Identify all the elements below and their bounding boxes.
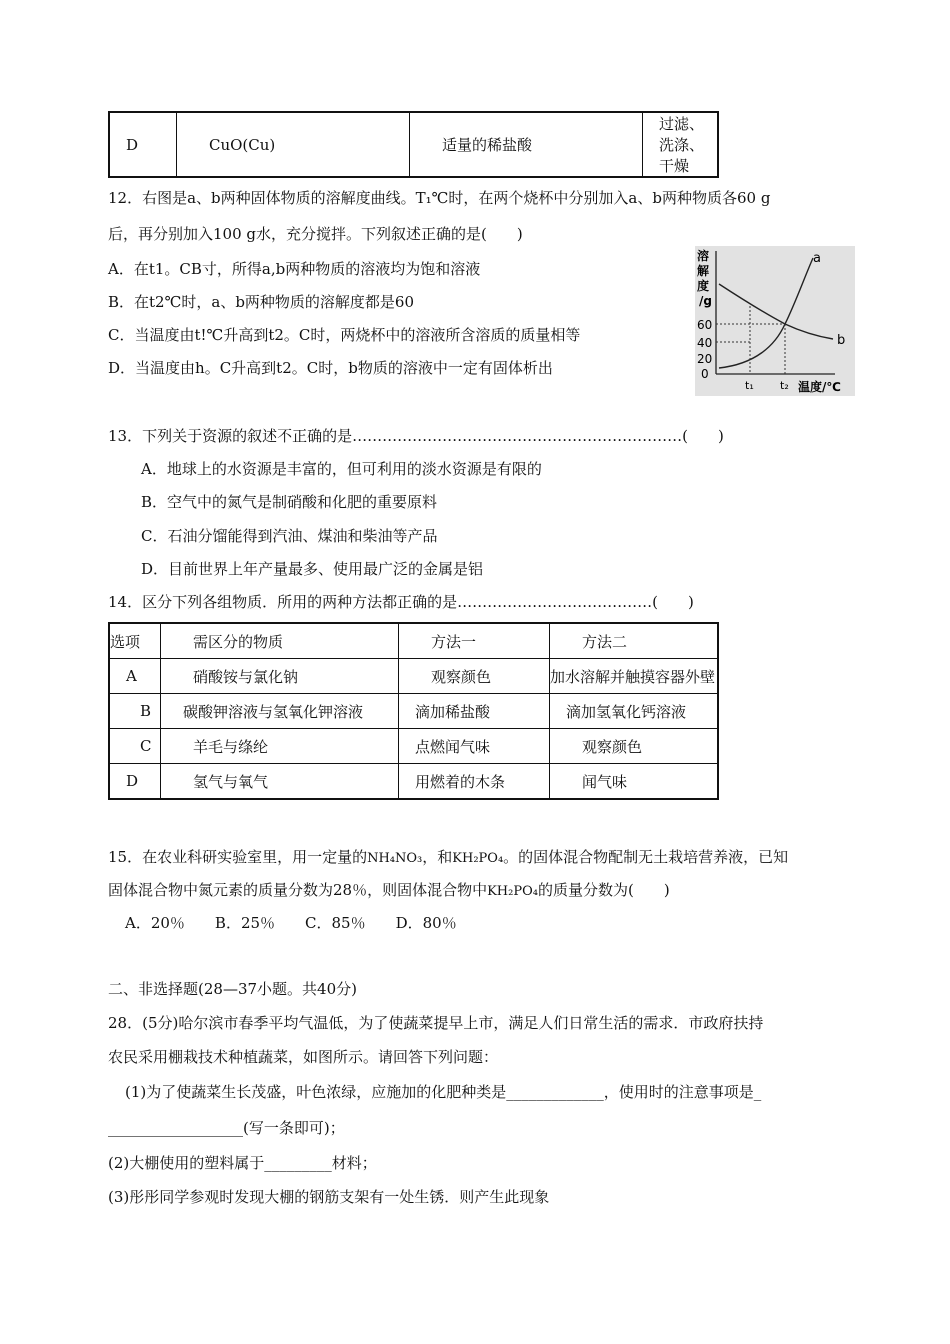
q12-line2: 后，再分别加入100 g水，充分搅拌。下列叙述正确的是( ) [108, 225, 523, 243]
q28-line2: 农民采用棚栽技术种植蔬菜，如图所示。请回答下列问题： [108, 1048, 499, 1066]
q28-sub2: (2)大棚使用的塑料属于_________材料； [108, 1154, 377, 1172]
formula-kh2po4: KH₂PO₄ [452, 851, 504, 866]
q12-option-d: D．当温度由h。C升高到t2。C时，b物质的溶液中一定有固体析出 [108, 359, 553, 377]
table-cell: D [109, 764, 161, 800]
q14-table [108, 622, 719, 800]
table-header-cell: 选项 [109, 623, 161, 659]
graph-ylabel-4: /g [699, 294, 712, 308]
graph-ylabel-2: 解 [697, 264, 710, 278]
curve-a-label: a [813, 251, 821, 266]
q28-sub1-line1: (1)为了使蔬菜生长茂盛，叶色浓绿，应施加的化肥种类是_____________，使用时的注意事项是_ [125, 1083, 762, 1101]
table-cell: CuO(Cu) [177, 112, 410, 177]
q15-text: 的质量分数为( ) [537, 881, 670, 899]
table-row [109, 764, 718, 800]
q12-line1: 12．右图是a、b两种固体物质的溶解度曲线。T₁℃时，在两个烧杯中分别加入a、b两种物质各60 g [108, 189, 771, 207]
top-table [108, 111, 719, 178]
q28-sub1-line2: __________________(写一条即可)； [108, 1119, 345, 1137]
formula-nh4no3: NH₄NO₃ [367, 851, 423, 866]
table-cell: 观察颜色 [550, 729, 719, 764]
table-header-row [109, 623, 718, 659]
q12-option-c: C．当温度由t!℃升高到t2。C时，两烧杯中的溶液所含溶质的质量相等 [108, 326, 581, 344]
formula-kh2po4: KH₂PO₄ [487, 884, 538, 899]
table-cell: 用燃着的木条 [399, 764, 550, 800]
q15-line2 [108, 879, 670, 900]
table-cell: 硝酸铵与氯化钠 [161, 659, 399, 694]
table-cell: 点燃闻气味 [399, 729, 550, 764]
curve-b-label: b [837, 333, 846, 348]
table-header-cell: 需区分的物质 [161, 623, 399, 659]
q12-option-b: B．在t2℃时，a、b两种物质的溶解度都是60 [108, 293, 415, 311]
q13-option-a: A．地球上的水资源是丰富的，但可利用的淡水资源是有限的 [141, 460, 542, 478]
graph-ytick-20: 20 [697, 352, 713, 366]
q15-text: ，和 [422, 848, 453, 866]
table-cell: 碳酸钾溶液与氢氧化钾溶液 [161, 694, 399, 729]
graph-ylabel-1: 溶 [697, 249, 710, 263]
solubility-graph [695, 246, 855, 396]
q13-stem: 13．下列关于资源的叙述不正确的是…………………………………………………………( ) [108, 427, 724, 445]
table-cell: A [109, 659, 161, 694]
table-row [109, 112, 718, 177]
table-cell: D [109, 112, 177, 177]
table-cell: 过滤、洗涤、干燥 [643, 112, 719, 177]
table-cell: 观察颜色 [399, 659, 550, 694]
table-header-cell: 方法二 [550, 623, 719, 659]
table-cell: 氢气与氧气 [161, 764, 399, 800]
graph-ytick-60: 60 [697, 318, 713, 332]
graph-ytick-40: 40 [697, 336, 713, 350]
graph-ytick-0: 0 [701, 367, 709, 381]
q13-option-c: C．石油分馏能得到汽油、煤油和柴油等产品 [141, 527, 438, 545]
table-header-cell: 方法一 [399, 623, 550, 659]
table-cell: 加水溶解并触摸容器外壁 [550, 659, 719, 694]
curve-b [719, 284, 833, 339]
table-cell: B [109, 694, 161, 729]
q15-line1 [108, 846, 788, 867]
table-cell: 滴加稀盐酸 [399, 694, 550, 729]
table-row [109, 659, 718, 694]
graph-xlabel: 温度/℃ [798, 380, 841, 394]
section-2-heading: 二、非选择题(28—37小题。共40分) [108, 980, 357, 998]
graph-xtick-t2: t₂ [780, 379, 789, 392]
q15-text: 。的固体混合物配制无土栽培营养液，已知 [503, 848, 789, 866]
q13-option-d: D．目前世界上年产量最多、使用最广泛的金属是铝 [141, 560, 484, 578]
q28-sub3: (3)彤彤同学参观时发现大棚的钢筋支架有一处生锈．则产生此现象 [108, 1188, 550, 1206]
table-cell: 羊毛与绦纶 [161, 729, 399, 764]
q28-line1: 28．(5分)哈尔滨市春季平均气温低，为了使蔬菜提早上市，满足人们日常生活的需求．市政府扶持 [108, 1014, 764, 1032]
q14-stem: 14．区分下列各组物质．所用的两种方法都正确的是…………………………………( ) [108, 593, 694, 611]
graph-xtick-t1: t₁ [745, 379, 754, 392]
table-cell: 滴加氢氧化钙溶液 [550, 694, 719, 729]
table-cell: 适量的稀盐酸 [410, 112, 643, 177]
table-cell: C [109, 729, 161, 764]
q13-option-b: B．空气中的氮气是制硝酸和化肥的重要原料 [141, 493, 438, 511]
table-row [109, 729, 718, 764]
q15-text: 15．在农业科研实验室里，用一定量的 [108, 848, 368, 866]
table-cell: 闻气味 [550, 764, 719, 800]
q15-text: 固体混合物中氮元素的质量分数为28％，则固体混合物中 [108, 881, 488, 899]
q12-option-a: A．在t1。CB寸，所得a,b两种物质的溶液均为饱和溶液 [108, 260, 481, 278]
graph-ylabel-3: 度 [697, 279, 710, 293]
q15-options: A．20％ B．25％ C．85％ D．80％ [125, 914, 457, 932]
table-row [109, 694, 718, 729]
